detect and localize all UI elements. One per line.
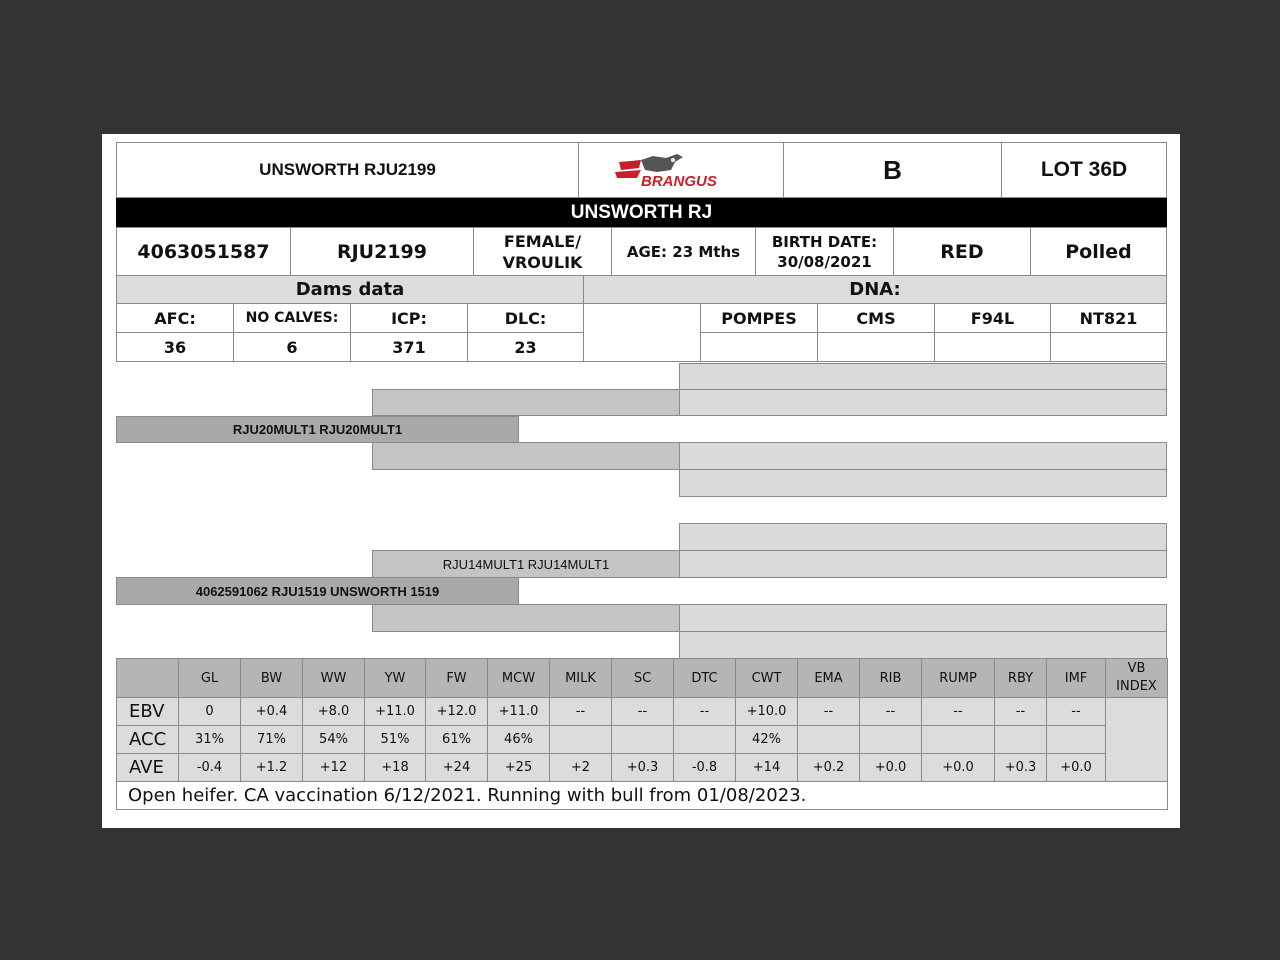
ebv-cell: -0.8 <box>674 754 736 782</box>
horn-status-cell: Polled <box>1030 227 1167 276</box>
pedigree-ggg-4 <box>679 469 1167 497</box>
ebv-column-header: YW <box>365 659 426 698</box>
ebv-cell: +12 <box>303 754 365 782</box>
ebv-cell: +0.3 <box>995 754 1047 782</box>
ebv-cell: 51% <box>365 726 426 754</box>
ebv-cell: 42% <box>736 726 798 754</box>
breeder-banner: UNSWORTH RJ <box>116 198 1167 227</box>
pedigree-dam: 4062591062 RJU1519 UNSWORTH 1519 <box>116 577 519 605</box>
id-number: 4063051587 <box>116 227 291 276</box>
ebv-cell: -- <box>612 698 674 726</box>
ebv-cell: -- <box>674 698 736 726</box>
pedigree-dam-sire: RJU14MULT1 RJU14MULT1 <box>372 550 680 578</box>
ebv-cell <box>1047 726 1106 754</box>
birth-date-cell: BIRTH DATE: 30/08/2021 <box>755 227 894 276</box>
dna-cms-value <box>817 332 935 362</box>
ebv-cell: +24 <box>426 754 488 782</box>
animal-title: UNSWORTH RJU2199 <box>116 142 579 198</box>
tag-number: RJU2199 <box>290 227 474 276</box>
ebv-row-ebv <box>117 698 1168 726</box>
ebv-header-row <box>117 659 1168 698</box>
grade-cell: B <box>783 142 1002 198</box>
comment-row <box>117 782 1168 810</box>
pedigree-ggg-2 <box>679 389 1167 416</box>
ebv-cell: -- <box>995 698 1047 726</box>
ebv-cell: 61% <box>426 726 488 754</box>
ebv-row-ave <box>117 754 1168 782</box>
ebv-column-header: MILK <box>550 659 612 698</box>
ebv-cell: +14 <box>736 754 798 782</box>
ebv-cell <box>674 726 736 754</box>
colour-cell: RED <box>893 227 1031 276</box>
sex-cell: FEMALE/ VROULIK <box>473 227 612 276</box>
ebv-column-header: DTC <box>674 659 736 698</box>
ebv-cell: 0 <box>179 698 241 726</box>
vb-index-value <box>1106 698 1168 782</box>
dlc-label: DLC: <box>467 303 584 333</box>
ebv-table <box>116 658 1168 810</box>
ebv-row-label: AVE <box>117 754 179 782</box>
dlc-value: 23 <box>467 332 584 362</box>
ebv-cell: -- <box>798 698 860 726</box>
ebv-cell <box>860 726 922 754</box>
ebv-cell <box>798 726 860 754</box>
pedigree-ggg-7 <box>679 604 1167 632</box>
ebv-row-label: ACC <box>117 726 179 754</box>
icp-label: ICP: <box>350 303 468 333</box>
dna-f94l-label: F94L <box>934 303 1051 333</box>
ebv-cell: +0.2 <box>798 754 860 782</box>
ebv-cell <box>995 726 1047 754</box>
dna-blank-cell <box>583 303 701 362</box>
ebv-corner-cell <box>117 659 179 698</box>
ebv-cell: +18 <box>365 754 426 782</box>
ebv-column-header: IMF <box>1047 659 1106 698</box>
dna-pompes-value <box>700 332 818 362</box>
ebv-cell: -0.4 <box>179 754 241 782</box>
ebv-column-header: RBY <box>995 659 1047 698</box>
pedigree-sire-sire <box>372 389 680 416</box>
dna-nt821-label: NT821 <box>1050 303 1167 333</box>
pedigree-ggg-8 <box>679 631 1167 659</box>
comment-text: Open heifer. CA vaccination 6/12/2021. Running with bull from 01/08/2023. <box>117 782 1168 810</box>
ebv-cell: -- <box>922 698 995 726</box>
ebv-column-header: MCW <box>488 659 550 698</box>
ebv-column-header: WW <box>303 659 365 698</box>
ebv-cell <box>612 726 674 754</box>
ebv-column-header: SC <box>612 659 674 698</box>
ebv-cell: +1.2 <box>241 754 303 782</box>
ebv-cell: +0.0 <box>1047 754 1106 782</box>
ebv-column-header: RUMP <box>922 659 995 698</box>
afc-label: AFC: <box>116 303 234 333</box>
ebv-cell: 54% <box>303 726 365 754</box>
dna-cms-label: CMS <box>817 303 935 333</box>
ebv-cell: -- <box>1047 698 1106 726</box>
ebv-cell: +0.0 <box>860 754 922 782</box>
logo-text: BRANGUS <box>641 173 717 190</box>
icp-value: 371 <box>350 332 468 362</box>
ebv-cell: 31% <box>179 726 241 754</box>
dna-title: DNA: <box>583 275 1167 304</box>
pedigree-ggg-1 <box>679 363 1167 390</box>
dna-pompes-label: POMPES <box>700 303 818 333</box>
ebv-cell: 46% <box>488 726 550 754</box>
ebv-column-header: VB INDEX <box>1106 659 1168 698</box>
brangus-logo <box>611 148 746 192</box>
ebv-cell: +12.0 <box>426 698 488 726</box>
dams-data-title: Dams data <box>116 275 584 304</box>
ebv-cell: +25 <box>488 754 550 782</box>
ebv-column-header: GL <box>179 659 241 698</box>
ebv-cell: +2 <box>550 754 612 782</box>
ebv-column-header: BW <box>241 659 303 698</box>
ebv-column-header: CWT <box>736 659 798 698</box>
pedigree-ggg-5 <box>679 523 1167 551</box>
dna-f94l-value <box>934 332 1051 362</box>
ebv-row-acc <box>117 726 1168 754</box>
lot-number: LOT 36D <box>1001 142 1167 198</box>
pedigree-ggg-6 <box>679 550 1167 578</box>
ebv-cell: +8.0 <box>303 698 365 726</box>
no-calves-value: 6 <box>233 332 351 362</box>
pedigree-sire: RJU20MULT1 RJU20MULT1 <box>116 416 519 443</box>
ebv-column-header: EMA <box>798 659 860 698</box>
pedigree-ggg-3 <box>679 442 1167 470</box>
ebv-column-header: FW <box>426 659 488 698</box>
ebv-cell <box>922 726 995 754</box>
ebv-cell: +0.0 <box>922 754 995 782</box>
afc-value: 36 <box>116 332 234 362</box>
ebv-cell: +0.3 <box>612 754 674 782</box>
age-cell: AGE: 23 Mths <box>611 227 756 276</box>
ebv-cell: +10.0 <box>736 698 798 726</box>
ebv-cell: -- <box>860 698 922 726</box>
ebv-row-label: EBV <box>117 698 179 726</box>
pedigree-sire-dam <box>372 442 680 470</box>
dna-nt821-value <box>1050 332 1167 362</box>
pedigree-dam-dam <box>372 604 680 632</box>
ebv-cell: 71% <box>241 726 303 754</box>
ebv-cell: +0.4 <box>241 698 303 726</box>
ebv-cell: +11.0 <box>365 698 426 726</box>
ebv-cell: +11.0 <box>488 698 550 726</box>
ebv-column-header: RIB <box>860 659 922 698</box>
ebv-cell <box>550 726 612 754</box>
ebv-cell: -- <box>550 698 612 726</box>
no-calves-label: NO CALVES: <box>233 303 351 333</box>
